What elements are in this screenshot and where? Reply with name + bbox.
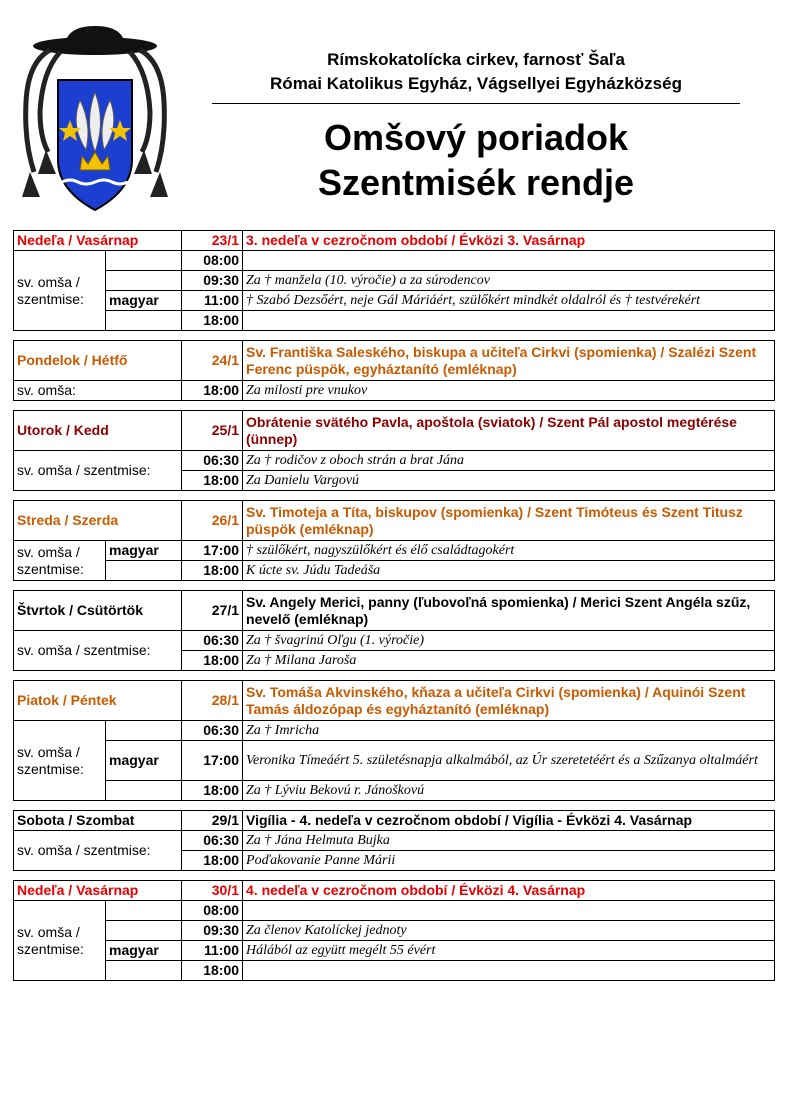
feast-name: Sv. Timoteja a Títa, biskupov (spomienka) / Szent Timóteus és Szent Titusz püspök (emléknap) xyxy=(243,501,775,541)
feast-name: 4. nedeľa v cezročnom období / Évközi 4. Vasárnap xyxy=(243,881,775,901)
organization-name-sk: Rímskokatolícka cirkev, farnosť Šaľa xyxy=(327,50,625,69)
mass-time: 18:00 xyxy=(182,381,243,401)
mass-row xyxy=(14,451,775,471)
mass-intention xyxy=(243,311,775,331)
mass-label: sv. omša / szentmise: xyxy=(14,451,182,491)
mass-language xyxy=(106,921,182,941)
day-header-row xyxy=(14,881,775,901)
day-block xyxy=(13,500,775,581)
day-name: Utorok / Kedd xyxy=(14,411,182,451)
mass-label: sv. omša / szentmise: xyxy=(14,901,106,981)
mass-label: sv. omša / szentmise: xyxy=(14,541,106,581)
mass-row xyxy=(14,291,775,311)
mass-intention: Za † rodičov z oboch strán a brat Jána xyxy=(243,451,775,471)
mass-time: 18:00 xyxy=(182,781,243,801)
mass-row xyxy=(14,381,775,401)
mass-language xyxy=(106,781,182,801)
day-date: 23/1 xyxy=(182,231,243,251)
mass-time: 18:00 xyxy=(182,311,243,331)
mass-row xyxy=(14,941,775,961)
day-header-row xyxy=(14,411,775,451)
day-date: 26/1 xyxy=(182,501,243,541)
mass-row xyxy=(14,311,775,331)
mass-time: 18:00 xyxy=(182,651,243,671)
mass-language xyxy=(106,961,182,981)
day-name: Piatok / Péntek xyxy=(14,681,182,721)
page-title-hu: Szentmisék rendje xyxy=(317,162,635,203)
mass-intention: K úcte sv. Júdu Tadeáša xyxy=(243,561,775,581)
mass-row xyxy=(14,631,775,651)
day-date: 29/1 xyxy=(182,811,243,831)
day-name: Nedeľa / Vasárnap xyxy=(14,881,182,901)
page-title-sk: Omšový poriadok xyxy=(323,117,629,158)
organization-name-hu: Római Katolikus Egyház, Vágsellyei Egyházközség xyxy=(270,74,682,93)
mass-intention: Veronika Tímeáért 5. születésnapja alkalmából, az Úr szeretetéért és a Szűzanya oltalmáért xyxy=(243,741,775,781)
feast-name: Vigília - 4. nedeľa v cezročnom období / Vigília - Évközi 4. Vasárnap xyxy=(243,811,775,831)
feast-name: Sv. Angely Merici, panny (ľubovoľná spomienka) / Merici Szent Angéla szűz, nevelő (emléknap) xyxy=(243,591,775,631)
mass-label: sv. omša: xyxy=(14,381,182,401)
mass-language: magyar xyxy=(106,541,182,561)
mass-intention: Za † Imricha xyxy=(243,721,775,741)
mass-language: magyar xyxy=(106,741,182,781)
day-block xyxy=(13,680,775,801)
page-header xyxy=(0,0,790,230)
mass-time: 17:00 xyxy=(182,541,243,561)
mass-intention xyxy=(243,901,775,921)
day-date: 25/1 xyxy=(182,411,243,451)
mass-time: 18:00 xyxy=(182,561,243,581)
day-header-row xyxy=(14,681,775,721)
mass-time: 09:30 xyxy=(182,271,243,291)
mass-time: 11:00 xyxy=(182,941,243,961)
mass-time: 17:00 xyxy=(182,741,243,781)
feast-name: Sv. Tomáša Akvinského, kňaza a učiteľa Cirkvi (spomienka) / Aquinói Szent Tamás áldozópap és egyháztanító (emléknap) xyxy=(243,681,775,721)
mass-row xyxy=(14,781,775,801)
feast-name: Obrátenie svätého Pavla, apoštola (sviatok) / Szent Pál apostol megtérése (ünnep) xyxy=(243,411,775,451)
mass-intention: Za † Jána Helmuta Bujka xyxy=(243,831,775,851)
day-name: Nedeľa / Vasárnap xyxy=(14,231,182,251)
day-header-row xyxy=(14,811,775,831)
day-date: 27/1 xyxy=(182,591,243,631)
mass-row xyxy=(14,831,775,851)
mass-language xyxy=(106,901,182,921)
day-name: Štvrtok / Csütörtök xyxy=(14,591,182,631)
mass-row xyxy=(14,901,775,921)
mass-time: 08:00 xyxy=(182,901,243,921)
mass-row xyxy=(14,541,775,561)
day-block xyxy=(13,340,775,401)
day-date: 24/1 xyxy=(182,341,243,381)
day-block xyxy=(13,590,775,671)
mass-time: 06:30 xyxy=(182,451,243,471)
mass-intention: Za † manžela (10. výročie) a za súrodencov xyxy=(243,271,775,291)
mass-time: 18:00 xyxy=(182,471,243,491)
mass-intention: Za † švagrinú Oľgu (1. výročie) xyxy=(243,631,775,651)
mass-language: magyar xyxy=(106,941,182,961)
mass-intention: Hálából az együtt megélt 55 évért xyxy=(243,941,775,961)
day-header-row xyxy=(14,341,775,381)
mass-intention: Poďakovanie Panne Márii xyxy=(243,851,775,871)
mass-time: 06:30 xyxy=(182,831,243,851)
mass-row xyxy=(14,251,775,271)
mass-intention: Za † Lýviu Bekovú r. Jánoškovú xyxy=(243,781,775,801)
feast-name: 3. nedeľa v cezročnom období / Évközi 3. Vasárnap xyxy=(243,231,775,251)
mass-language xyxy=(106,311,182,331)
day-header-row xyxy=(14,591,775,631)
day-name: Sobota / Szombat xyxy=(14,811,182,831)
mass-language xyxy=(106,271,182,291)
mass-label: sv. omša / szentmise: xyxy=(14,631,182,671)
mass-language xyxy=(106,561,182,581)
mass-row xyxy=(14,741,775,781)
parish-coat-of-arms-icon xyxy=(10,22,180,218)
feast-name: Sv. Františka Saleského, biskupa a učiteľa Cirkvi (spomienka) / Szalézi Szent Ferenc püspök, egyháztanító (emléknap) xyxy=(243,341,775,381)
mass-row xyxy=(14,921,775,941)
mass-language: magyar xyxy=(106,291,182,311)
day-block xyxy=(13,880,775,981)
day-block xyxy=(13,230,775,331)
mass-time: 09:30 xyxy=(182,921,243,941)
mass-language xyxy=(106,721,182,741)
header-divider xyxy=(212,103,740,104)
mass-time: 18:00 xyxy=(182,961,243,981)
mass-time: 06:30 xyxy=(182,721,243,741)
mass-label: sv. omša / szentmise: xyxy=(14,251,106,331)
mass-label: sv. omša / szentmise: xyxy=(14,721,106,801)
day-date: 28/1 xyxy=(182,681,243,721)
mass-language xyxy=(106,251,182,271)
mass-intention: Za členov Katolíckej jednoty xyxy=(243,921,775,941)
mass-time: 08:00 xyxy=(182,251,243,271)
day-block xyxy=(13,810,775,871)
mass-row xyxy=(14,961,775,981)
mass-time: 11:00 xyxy=(182,291,243,311)
mass-intention: Za milosti pre vnukov xyxy=(243,381,775,401)
day-name: Streda / Szerda xyxy=(14,501,182,541)
mass-intention: † Szabó Dezsőért, neje Gál Máriáért, szülőkért mindkét oldalról és † testvérekért xyxy=(243,291,775,311)
day-block xyxy=(13,410,775,491)
day-name: Pondelok / Hétfő xyxy=(14,341,182,381)
day-header-row xyxy=(14,501,775,541)
day-header-row xyxy=(14,231,775,251)
mass-intention xyxy=(243,961,775,981)
day-date: 30/1 xyxy=(182,881,243,901)
mass-intention: Za † Milana Jaroša xyxy=(243,651,775,671)
mass-row xyxy=(14,721,775,741)
mass-time: 06:30 xyxy=(182,631,243,651)
mass-label: sv. omša / szentmise: xyxy=(14,831,182,871)
mass-row xyxy=(14,561,775,581)
mass-time: 18:00 xyxy=(182,851,243,871)
mass-row xyxy=(14,271,775,291)
mass-intention: Za Danielu Vargovú xyxy=(243,471,775,491)
mass-intention xyxy=(243,251,775,271)
mass-intention: † szülőkért, nagyszülőkért és élő családtagokért xyxy=(243,541,775,561)
